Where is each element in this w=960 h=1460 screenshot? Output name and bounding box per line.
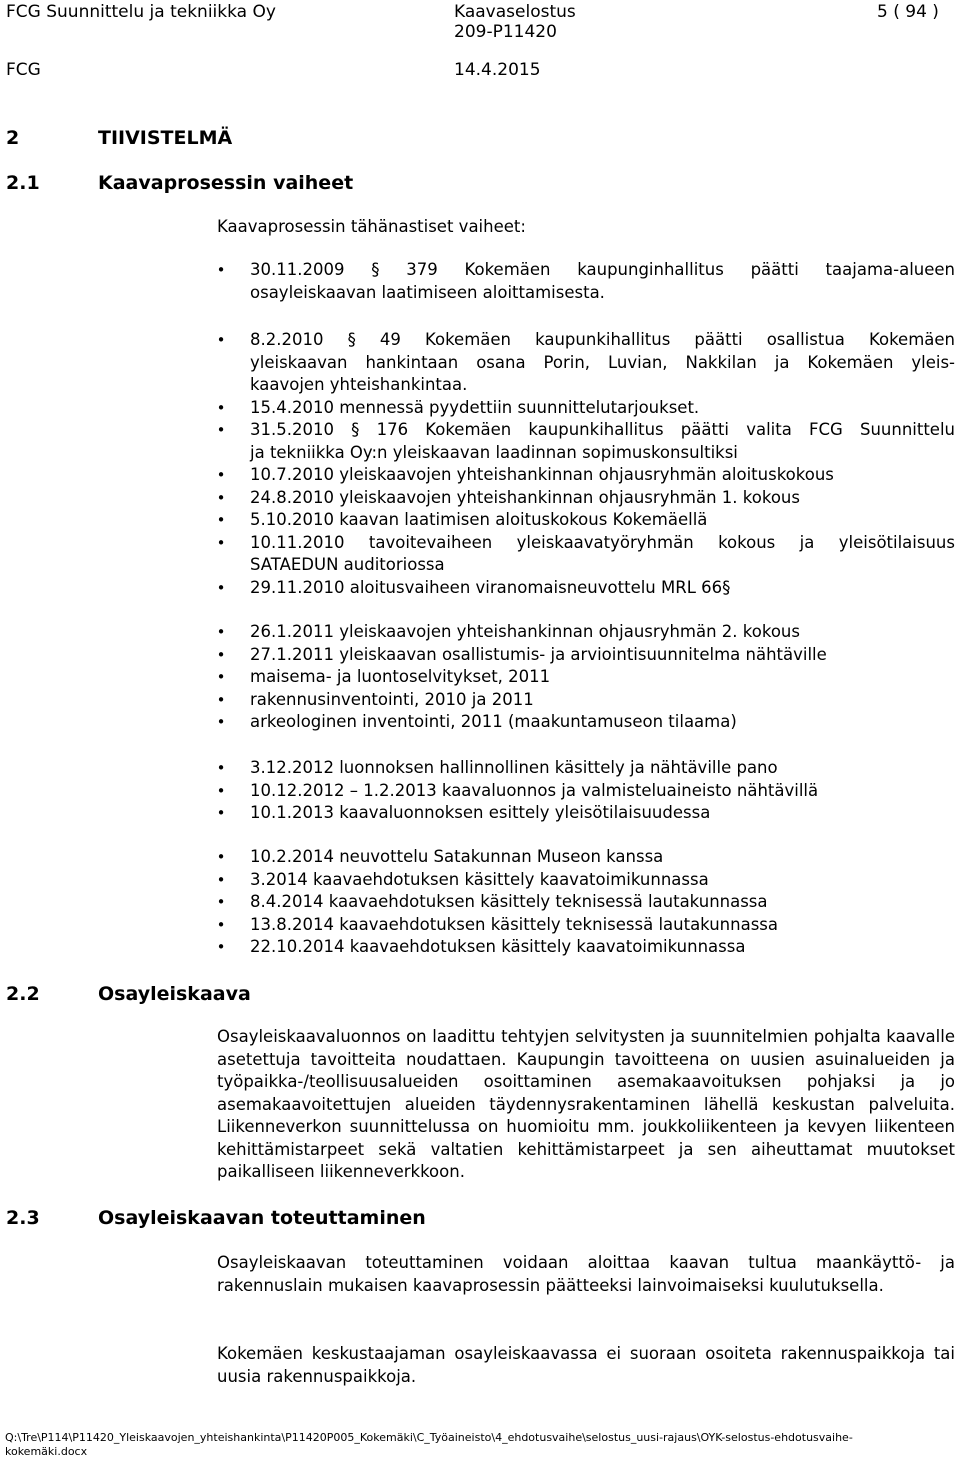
- footer-path-line-2: kokemäki.docx: [5, 1445, 88, 1458]
- list-item-line: kaavojen yhteishankintaa.: [250, 375, 468, 394]
- footer-file-path: [5, 1431, 853, 1459]
- list-item: [215, 577, 955, 600]
- list-item: [215, 329, 955, 397]
- list-item-line: 10.11.2010 tavoitevaiheen yleiskaavatyöryhmän kokous ja yleisötilaisuus: [250, 532, 955, 552]
- list-item-line: 31.5.2010 § 176 Kokemäen kaupunkihallitus päätti valita FCG Suunnittelu: [250, 420, 955, 439]
- header-short: FCG: [6, 60, 41, 80]
- header-doc-type: Kaavaselostus: [454, 2, 576, 22]
- bullet-dot-icon: •: [216, 690, 226, 709]
- list-item: [215, 869, 955, 892]
- bullet-dot-icon: •: [216, 578, 226, 597]
- bullet-dot-icon: •: [216, 645, 226, 664]
- list-item-line: 30.11.2009 § 379 Kokemäen kaupunginhallitus päätti taajama-alueen: [250, 260, 955, 279]
- list-item-line: 5.10.2010 kaavan laatimisen aloituskokous Kokemäellä: [250, 510, 708, 529]
- list-item-line: 3.12.2012 luonnoksen hallinnollinen käsittely ja nähtäville pano: [250, 758, 778, 777]
- list-item: [215, 464, 955, 487]
- footer-path-line-1: Q:\Tre\P114\P11420_Yleiskaavojen_yhteishankinta\P11420P005_Kokemäki\C_Työaineisto\4_ehdotusvaihe\selostus_uusi-rajaus\OYK-selostus-ehdotusvaihe-: [5, 1431, 853, 1444]
- list-item: [215, 509, 955, 532]
- list-item-line: 24.8.2010 yleiskaavojen yhteishankinnan ohjausryhmän 1. kokous: [250, 487, 800, 507]
- toteuttaminen-paragraph-2: Kokemäen keskustaajaman osayleiskaavassa ei suoraan osoiteta rakennuspaikkoja tai uusia rakennuspaikkoja.: [217, 1344, 955, 1386]
- list-item-line: 10.7.2010 yleiskaavojen yhteishankinnan ohjausryhmän aloituskokous: [250, 465, 834, 484]
- section-2-2-number: 2.2: [6, 983, 40, 1005]
- list-item-line: 10.12.2012 – 1.2.2013 kaavaluonnos ja valmisteluaineisto nähtävillä: [250, 780, 819, 800]
- bullet-list-2009: [215, 259, 955, 304]
- list-item: [215, 487, 955, 510]
- section-2-title: TIIVISTELMÄ: [98, 127, 233, 149]
- header-company: FCG Suunnittelu ja tekniikka Oy: [6, 2, 276, 22]
- intro-text: Kaavaprosessin tähänastiset vaiheet:: [217, 217, 526, 236]
- list-item: [215, 689, 955, 712]
- list-item-line: 15.4.2010 mennessä pyydettiin suunnittelutarjoukset.: [250, 397, 700, 417]
- header-page-number: 5 ( 94 ): [877, 2, 939, 22]
- section-2-3-title: Osayleiskaavan toteuttaminen: [98, 1207, 426, 1229]
- bullet-list-2010: [215, 329, 955, 599]
- list-item: [215, 846, 955, 869]
- bullet-list-2014: [215, 846, 955, 959]
- bullet-dot-icon: •: [216, 938, 226, 956]
- list-item: [215, 891, 955, 914]
- list-item-line: SATAEDUN auditoriossa: [250, 555, 445, 574]
- bullet-dot-icon: •: [216, 804, 226, 822]
- header-doc-id: 209-P11420: [454, 22, 557, 42]
- header-date: 14.4.2015: [454, 60, 541, 80]
- section-2-1-title: Kaavaprosessin vaiheet: [98, 172, 354, 194]
- list-item: [215, 259, 955, 304]
- list-item-line: 10.2.2014 neuvottelu Satakunnan Museon kanssa: [250, 847, 664, 866]
- list-item: [215, 644, 955, 667]
- list-item-line: 26.1.2011 yleiskaavojen yhteishankinnan ohjausryhmän 2. kokous: [250, 622, 800, 641]
- bullet-list-2011: [215, 621, 955, 734]
- list-item: [215, 532, 955, 577]
- section-2-2-title: Osayleiskaava: [98, 983, 251, 1005]
- list-item-line: 3.2014 kaavaehdotuksen käsittely kaavatoimikunnassa: [250, 869, 709, 889]
- list-item-line: 29.11.2010 aloitusvaiheen viranomaisneuvottelu MRL 66§: [250, 577, 731, 597]
- bullet-dot-icon: •: [216, 893, 226, 911]
- list-item-line: yleiskaavan hankintaan osana Porin, Luvian, Nakkilan ja Kokemäen yleis-: [250, 352, 955, 372]
- list-item: [215, 757, 955, 780]
- list-item-line: 8.4.2014 kaavaehdotuksen käsittely teknisessä lautakunnassa: [250, 892, 768, 911]
- toteuttaminen-paragraph-1: Osayleiskaavan toteuttaminen voidaan aloittaa kaavan tultua maankäyttö- ja rakennuslain mukaisen kaavaprosessin päätteeksi lainvoimaiseksi kuulutuksella.: [217, 1253, 955, 1295]
- bullet-list-2012: [215, 757, 955, 825]
- section-2-number: 2: [6, 127, 20, 149]
- bullet-dot-icon: •: [216, 331, 226, 349]
- list-item-line: osayleiskaavan laatimiseen aloittamisesta.: [250, 282, 605, 302]
- list-item: [215, 914, 955, 937]
- bullet-dot-icon: •: [216, 623, 226, 641]
- list-item-line: 13.8.2014 kaavaehdotuksen käsittely teknisessä lautakunnassa: [250, 914, 779, 934]
- bullet-dot-icon: •: [216, 915, 226, 934]
- list-item: [215, 419, 955, 464]
- bullet-dot-icon: •: [216, 398, 226, 417]
- list-item: [215, 621, 955, 644]
- list-item-line: rakennusinventointi, 2010 ja 2011: [250, 689, 534, 709]
- bullet-dot-icon: •: [216, 466, 226, 484]
- list-item: [215, 711, 955, 734]
- bullet-dot-icon: •: [216, 848, 226, 866]
- bullet-dot-icon: •: [216, 713, 226, 731]
- bullet-dot-icon: •: [216, 781, 226, 800]
- bullet-dot-icon: •: [216, 533, 226, 552]
- section-2-1-number: 2.1: [6, 172, 40, 194]
- list-item-line: ja tekniikka Oy:n yleiskaavan laadinnan sopimuskonsultiksi: [250, 442, 738, 462]
- bullet-dot-icon: •: [216, 421, 226, 439]
- osayleiskaava-paragraph: Osayleiskaavaluonnos on laadittu tehtyjen selvitysten ja suunnitelmien pohjalta kaavalle asetettuja tavoitteita noudattaen. Kaupungin tavoitteena on uusien asuinalueiden ja työpaikka-/teollisuusalueiden osoittaminen asemakaavoituksen pohjaksi ja jo asemakaavoitettujen alueiden täydennysrakentaminen lähellä keskustan palveluita. Liikenneverkon suunnittelussa on huomioitu mm. joukkoliikenteen ja kevyen liikenteen kehittämistarpeet sekä valtatien kehittämistarpeet ja sen aiheuttamat muutokset paikalliseen liikenneverkkoon.: [217, 1027, 955, 1181]
- list-item: [215, 936, 955, 959]
- list-item: [215, 397, 955, 420]
- bullet-dot-icon: •: [216, 488, 226, 507]
- bullet-dot-icon: •: [216, 759, 226, 777]
- list-item-line: 27.1.2011 yleiskaavan osallistumis- ja arviointisuunnitelma nähtäville: [250, 644, 827, 664]
- bullet-dot-icon: •: [216, 511, 226, 529]
- bullet-dot-icon: •: [216, 261, 226, 279]
- section-2-3-number: 2.3: [6, 1207, 40, 1229]
- list-item: [215, 780, 955, 803]
- list-item: [215, 666, 955, 689]
- list-item: [215, 802, 955, 825]
- list-item-line: 10.1.2013 kaavaluonnoksen esittely yleisötilaisuudessa: [250, 803, 711, 822]
- bullet-dot-icon: •: [216, 870, 226, 889]
- bullet-dot-icon: •: [216, 668, 226, 686]
- list-item-line: 8.2.2010 § 49 Kokemäen kaupunkihallitus päätti osallistua Kokemäen: [250, 330, 955, 349]
- list-item-line: 22.10.2014 kaavaehdotuksen käsittely kaavatoimikunnassa: [250, 937, 746, 956]
- list-item-line: maisema- ja luontoselvitykset, 2011: [250, 667, 551, 686]
- list-item-line: arkeologinen inventointi, 2011 (maakuntamuseon tilaama): [250, 712, 737, 731]
